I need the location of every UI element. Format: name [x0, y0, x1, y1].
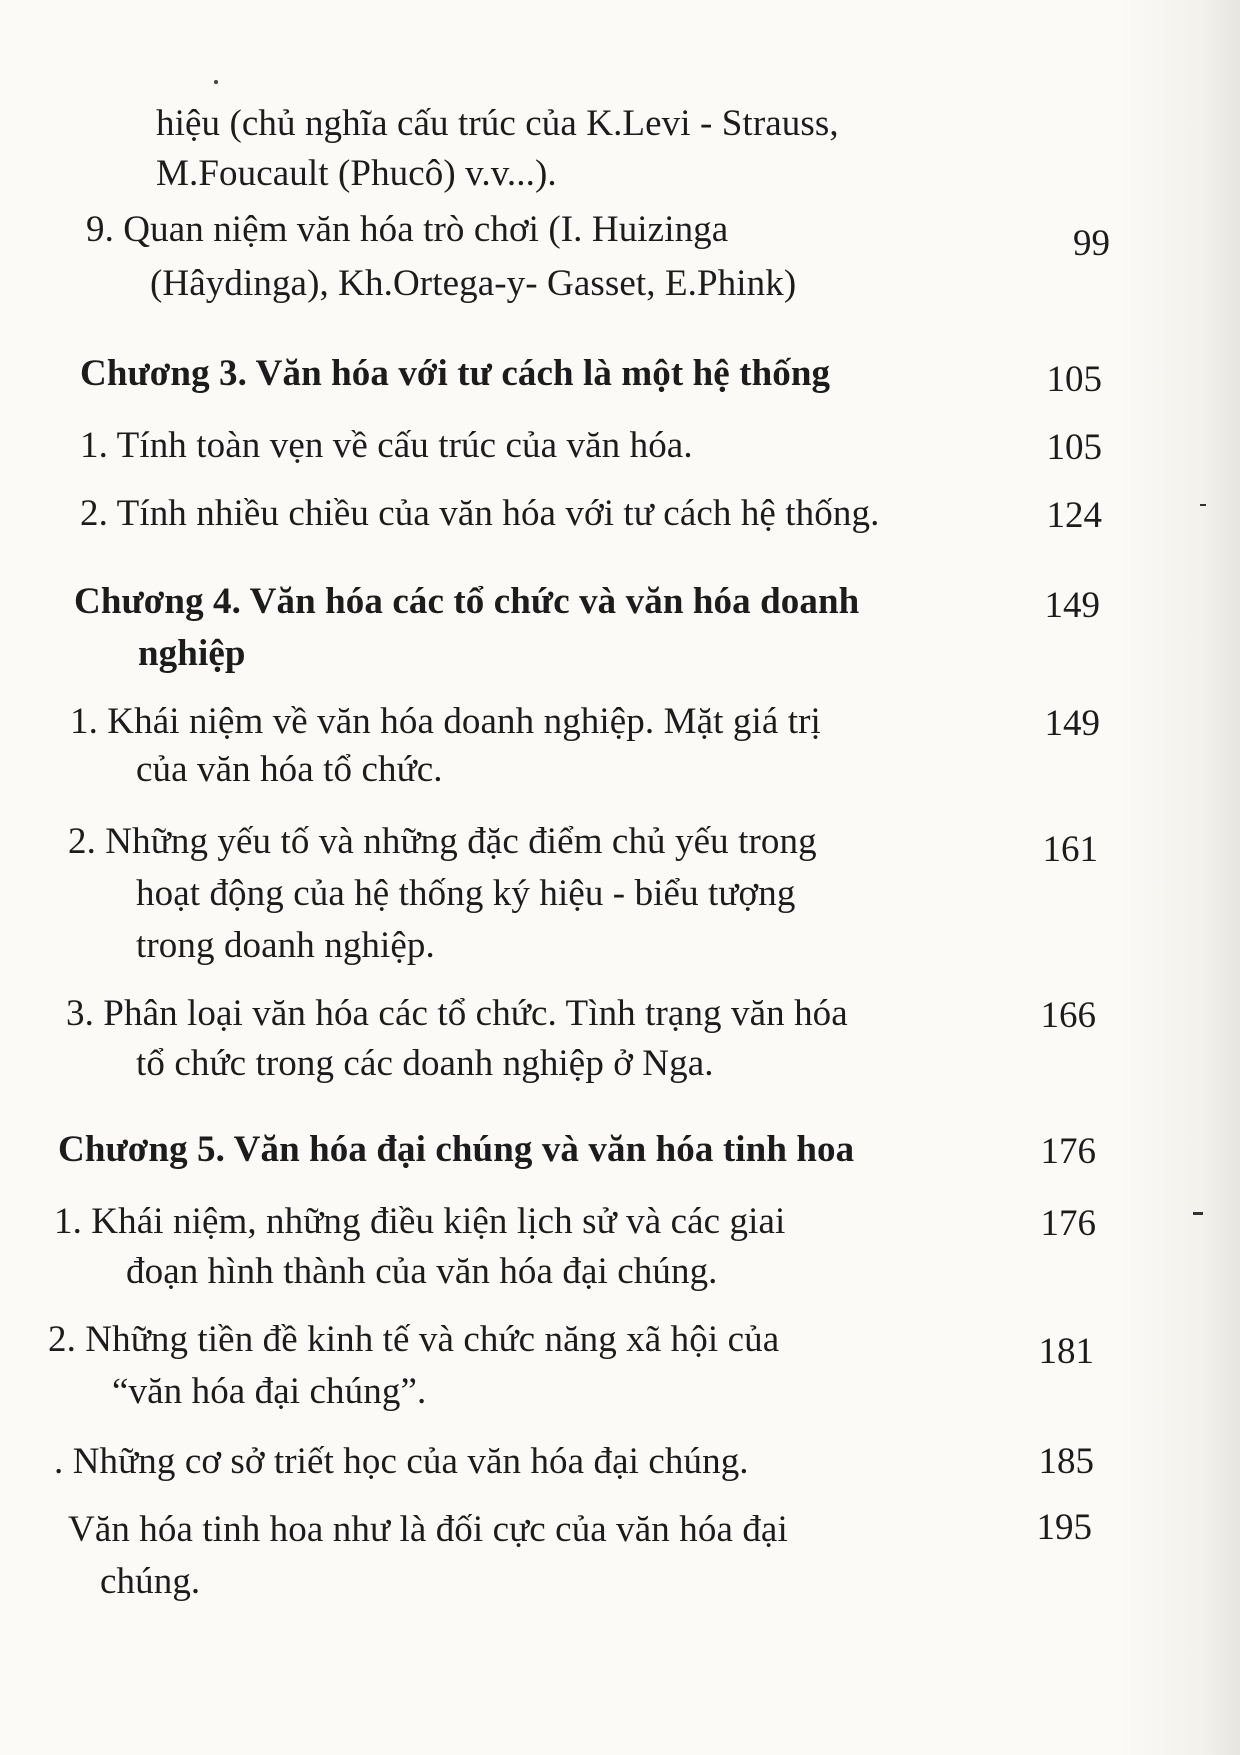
toc-entry-line: 2. Tính nhiều chiều của văn hóa với tư cách hệ thống.: [80, 493, 880, 534]
toc-entry-line: (Hâydinga), Kh.Ortega-y- Gasset, E.Phink): [150, 263, 797, 304]
page-edge-shading: [1120, 0, 1240, 1755]
toc-entry-line: chúng.: [100, 1561, 201, 1602]
toc-page-number: 105: [1046, 427, 1102, 468]
toc-entry-line: tổ chức trong các doanh nghiệp ở Nga.: [136, 1043, 714, 1084]
toc-page-number: 166: [1040, 995, 1096, 1036]
scan-speck: [214, 80, 218, 84]
toc-entry-line: 1. Khái niệm, những điều kiện lịch sử và các giai: [54, 1201, 786, 1242]
toc-entry-line: 2. Những yếu tố và những đặc điểm chủ yếu trong: [68, 821, 817, 862]
toc-entry-line: Văn hóa tinh hoa như là đối cực của văn hóa đại: [68, 1509, 788, 1550]
toc-page-number: 149: [1044, 703, 1100, 744]
toc-entry-line: của văn hóa tổ chức.: [136, 749, 443, 790]
toc-page-number: 99: [1073, 223, 1110, 264]
toc-page-number: 161: [1042, 829, 1098, 870]
toc-chapter-title: Chương 5. Văn hóa đại chúng và văn hóa tinh hoa: [58, 1129, 855, 1170]
toc-entry-line: 9. Quan niệm văn hóa trò chơi (I. Huizinga: [86, 209, 729, 250]
toc-entry-line: hiệu (chủ nghĩa cấu trúc của K.Levi - Strauss,: [156, 103, 839, 144]
toc-chapter-title: Chương 3. Văn hóa với tư cách là một hệ thống: [80, 353, 831, 394]
toc-entry-line: “văn hóa đại chúng”.: [112, 1371, 427, 1412]
toc-entry-line: đoạn hình thành của văn hóa đại chúng.: [126, 1251, 718, 1292]
toc-page-number: 176: [1040, 1203, 1096, 1244]
toc-entry-line: 2. Những tiền đề kinh tế và chức năng xã hội của: [48, 1319, 780, 1360]
toc-chapter-title-cont: nghiệp: [138, 633, 246, 674]
scan-mark: [1193, 1212, 1203, 1215]
toc-entry-line: . Những cơ sở triết học của văn hóa đại chúng.: [54, 1441, 749, 1482]
toc-page-number: 105: [1046, 359, 1102, 400]
toc-page-number: 181: [1038, 1331, 1094, 1372]
toc-entry-line: 3. Phân loại văn hóa các tổ chức. Tình trạng văn hóa: [66, 993, 848, 1034]
toc-entry-line: M.Foucault (Phucô) v.v...).: [156, 153, 557, 194]
scan-mark: [1200, 504, 1206, 506]
toc-entry-line: trong doanh nghiệp.: [136, 925, 435, 966]
toc-chapter-title: Chương 4. Văn hóa các tổ chức và văn hóa doanh: [74, 581, 860, 622]
toc-page-number: 185: [1038, 1441, 1094, 1482]
toc-page-number: 124: [1046, 495, 1102, 536]
toc-page-number: 176: [1040, 1131, 1096, 1172]
toc-page-number: 195: [1036, 1507, 1092, 1548]
toc-page-number: 149: [1044, 585, 1100, 626]
toc-entry-line: hoạt động của hệ thống ký hiệu - biểu tượng: [136, 873, 796, 914]
toc-entry-line: 1. Tính toàn vẹn về cấu trúc của văn hóa.: [80, 425, 693, 466]
toc-entry-line: 1. Khái niệm về văn hóa doanh nghiệp. Mặt giá trị: [70, 701, 821, 742]
